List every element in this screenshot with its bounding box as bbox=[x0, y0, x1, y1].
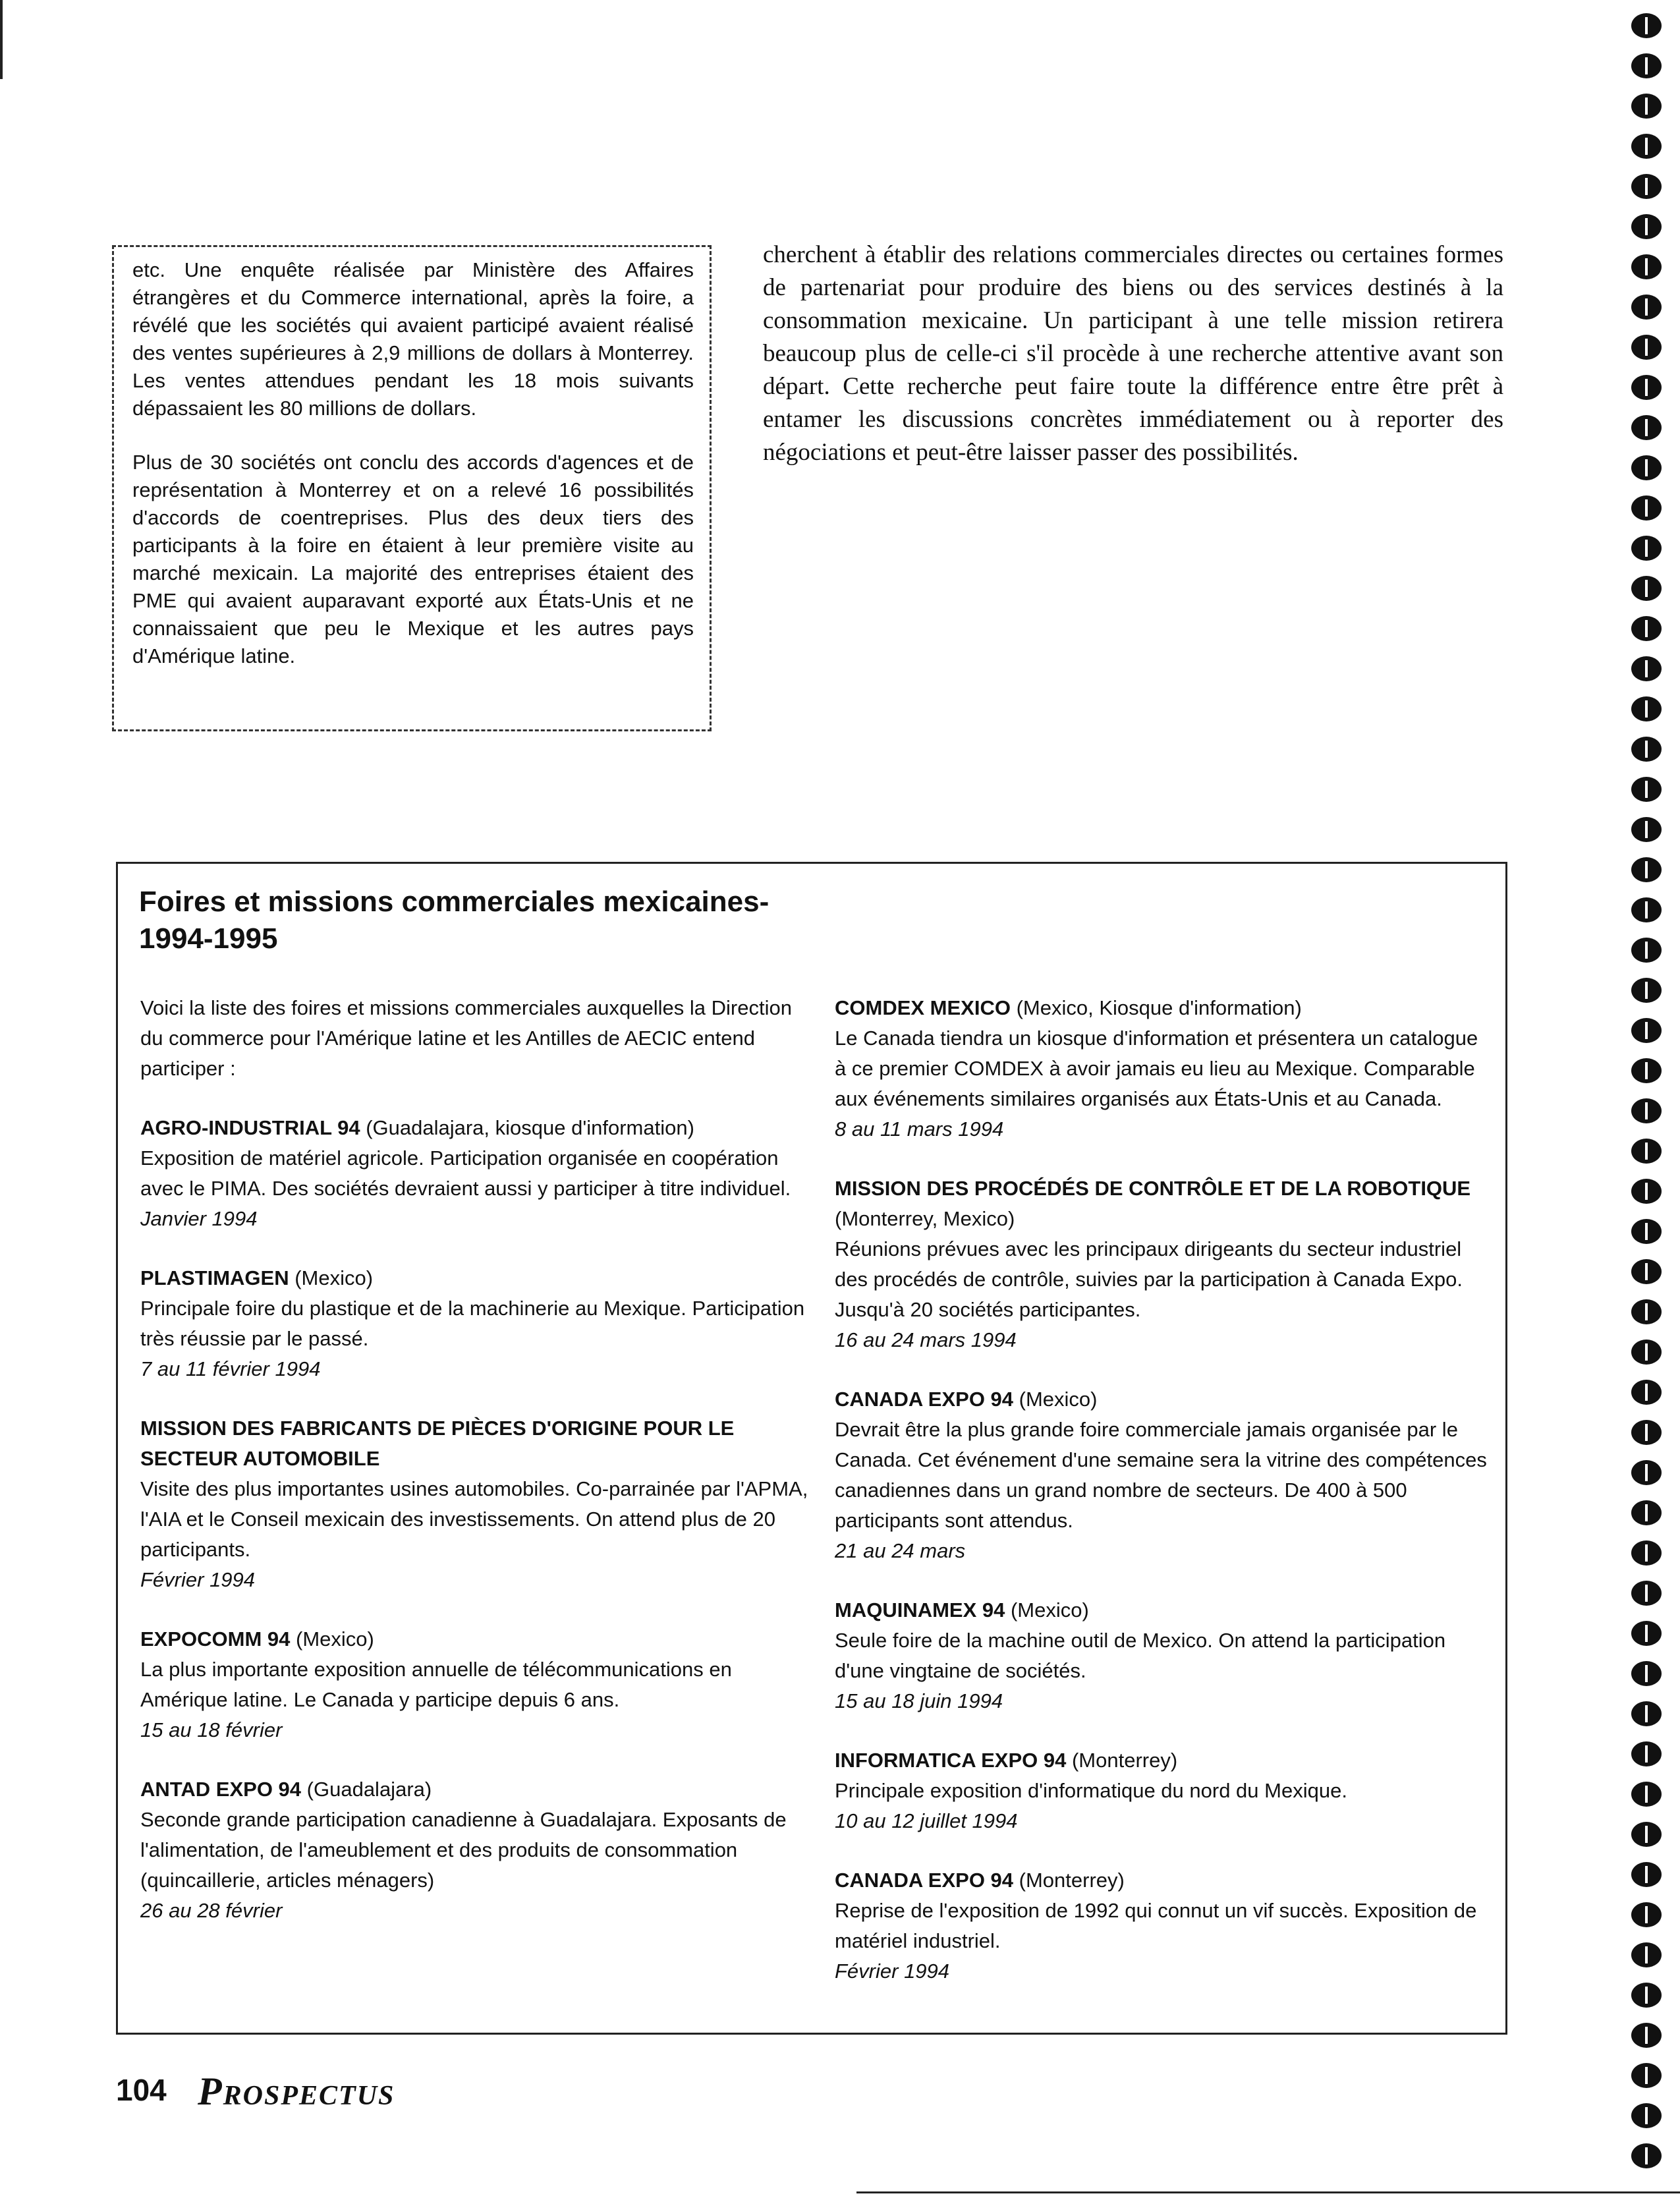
binding-hole-icon bbox=[1631, 1581, 1662, 1606]
binding-hole-icon bbox=[1631, 455, 1662, 480]
binding-hole-icon bbox=[1631, 576, 1662, 601]
event-date: Février 1994 bbox=[835, 1960, 950, 1983]
binding-hole-icon bbox=[1631, 1460, 1662, 1485]
event-description: La plus importante exposition annuelle de télécommunications en Amérique latine. Le Canada y participe depuis 6 ans. bbox=[140, 1658, 732, 1711]
binding-hole-icon bbox=[1631, 656, 1662, 681]
binding-hole-icon bbox=[1631, 13, 1662, 38]
binding-hole-icon bbox=[1631, 174, 1662, 199]
event-date: Janvier 1994 bbox=[140, 1207, 258, 1230]
event-title: CANADA EXPO 94 bbox=[835, 1869, 1014, 1892]
event-entry bbox=[835, 1384, 1494, 1566]
event-description: Seconde grande participation canadienne à Guadalajara. Exposants de l'alimentation, de l'ameublement et des produits de consommation (quincaillerie, articles ménagers) bbox=[140, 1808, 787, 1892]
event-title: AGRO-INDUSTRIAL 94 bbox=[140, 1116, 360, 1139]
binding-hole-icon bbox=[1631, 1340, 1662, 1365]
event-location: (Mexico, Kiosque d'information) bbox=[1010, 996, 1302, 1019]
binding-hole-icon bbox=[1631, 1782, 1662, 1807]
event-date: 15 au 18 juin 1994 bbox=[835, 1689, 1003, 1712]
binding-hole-icon bbox=[1631, 1902, 1662, 1927]
binding-hole-icon bbox=[1631, 978, 1662, 1003]
binding-hole-icon bbox=[1631, 94, 1662, 119]
binding-hole-icon bbox=[1631, 817, 1662, 842]
event-title: INFORMATICA EXPO 94 bbox=[835, 1749, 1067, 1772]
event-date: 21 au 24 mars bbox=[835, 1539, 966, 1562]
box-paragraph: etc. Une enquête réalisée par Ministère des Affaires étrangères et du Commerce international, après la foire, a révélé que les sociétés qui avaient participé avaient réalisé des ventes supérieures à 2,9 millions de dollars à Monterrey. Les ventes attendues pendant les 18 mois suivants dépassaient les 80 millions de dollars. bbox=[132, 258, 694, 420]
binding-hole-icon bbox=[1631, 1179, 1662, 1204]
binding-hole-icon bbox=[1631, 1219, 1662, 1244]
binding-hole-icon bbox=[1631, 1420, 1662, 1445]
event-location: (Guadalajara, kiosque d'information) bbox=[360, 1116, 694, 1139]
event-title: MISSION DES FABRICANTS DE PIÈCES D'ORIGINE POUR LE SECTEUR AUTOMOBILE bbox=[140, 1417, 735, 1470]
event-date: 8 au 11 mars 1994 bbox=[835, 1117, 1004, 1141]
event-description: Réunions prévues avec les principaux dirigeants du secteur industriel des procédés de contrôle, suivies par la participation à Canada Expo. Jusqu'à 20 sociétés participantes. bbox=[835, 1237, 1463, 1321]
event-entry bbox=[835, 1595, 1494, 1716]
event-entry bbox=[835, 1745, 1494, 1836]
binding-hole-icon bbox=[1631, 536, 1662, 561]
event-entry bbox=[140, 1113, 819, 1234]
event-date: Février 1994 bbox=[140, 1568, 256, 1591]
binding-hole-icon bbox=[1631, 1661, 1662, 1686]
binding-hole-icon bbox=[1631, 295, 1662, 320]
binding-hole-icon bbox=[1631, 1380, 1662, 1405]
bottom-rule bbox=[856, 2191, 1680, 2193]
section-title bbox=[139, 884, 890, 957]
binding-hole-icon bbox=[1631, 897, 1662, 922]
event-entry bbox=[140, 1774, 819, 1926]
event-title: CANADA EXPO 94 bbox=[835, 1388, 1014, 1411]
event-description: Devrait être la plus grande foire commerciale jamais organisée par le Canada. Cet événement d'une semaine sera la vitrine des compétences canadiennes dans un grand nombre de secteurs. De 400 à 500 participants sont attendus. bbox=[835, 1418, 1487, 1532]
binding-hole-icon bbox=[1631, 2143, 1662, 2168]
binding-hole-icon bbox=[1631, 1862, 1662, 1887]
event-entry bbox=[140, 1624, 819, 1745]
event-location: (Monterrey) bbox=[1066, 1749, 1178, 1772]
section-title-line: Foires et missions commerciales mexicaines- bbox=[139, 886, 770, 918]
binding-hole-icon bbox=[1631, 1701, 1662, 1726]
binding-hole-icon bbox=[1631, 938, 1662, 963]
logo-initial: P bbox=[198, 2070, 223, 2113]
binding-hole-icon bbox=[1631, 495, 1662, 521]
event-location: (Mexico) bbox=[1005, 1598, 1089, 1622]
event-entry bbox=[835, 1173, 1494, 1355]
binding-hole-icon bbox=[1631, 134, 1662, 159]
binding-hole-icon bbox=[1631, 616, 1662, 641]
trade-fairs-box bbox=[116, 862, 1507, 2035]
event-description: Exposition de matériel agricole. Participation organisée en coopération avec le PIMA. Des sociétés devraient aussi y participer à titre individuel. bbox=[140, 1146, 791, 1200]
event-date: 10 au 12 juillet 1994 bbox=[835, 1809, 1018, 1832]
binding-hole-icon bbox=[1631, 415, 1662, 440]
binding-hole-icon bbox=[1631, 2023, 1662, 2048]
binding-hole-icon bbox=[1631, 1942, 1662, 1967]
binding-hole-icon bbox=[1631, 1540, 1662, 1566]
event-title: MAQUINAMEX 94 bbox=[835, 1598, 1005, 1622]
event-title: PLASTIMAGEN bbox=[140, 1266, 289, 1289]
event-description: Visite des plus importantes usines automobiles. Co-parrainée par l'APMA, l'AIA et le Conseil mexicain des investissements. On attend plus de 20 participants. bbox=[140, 1477, 808, 1561]
binding-hole-icon bbox=[1631, 777, 1662, 802]
binding-hole-icon bbox=[1631, 1822, 1662, 1847]
binding-hole-icon bbox=[1631, 2103, 1662, 2128]
prospectus-logo bbox=[198, 2070, 395, 2114]
event-location: (Mexico) bbox=[1013, 1388, 1098, 1411]
binding-hole-icon bbox=[1631, 1983, 1662, 2008]
binding-hole-icon bbox=[1631, 696, 1662, 721]
page-number: 104 bbox=[116, 2073, 167, 2107]
binding-hole-icon bbox=[1631, 1098, 1662, 1123]
event-entry bbox=[835, 1865, 1494, 1987]
binding-hole-icon bbox=[1631, 1139, 1662, 1164]
binding-hole-icon bbox=[1631, 375, 1662, 400]
sidebar-text-box bbox=[112, 245, 712, 731]
event-location: (Guadalajara) bbox=[301, 1778, 432, 1801]
event-title: COMDEX MEXICO bbox=[835, 996, 1011, 1019]
event-description: Principale exposition d'informatique du nord du Mexique. bbox=[835, 1779, 1347, 1802]
binding-hole-icon bbox=[1631, 1018, 1662, 1043]
binding-hole-icon bbox=[1631, 2063, 1662, 2088]
binding-holes bbox=[1626, 13, 1666, 2188]
event-date: 16 au 24 mars 1994 bbox=[835, 1328, 1017, 1351]
event-entry bbox=[140, 1413, 819, 1595]
event-location: (Monterrey, Mexico) bbox=[835, 1207, 1015, 1230]
binding-hole-icon bbox=[1631, 53, 1662, 78]
binding-hole-icon bbox=[1631, 1621, 1662, 1646]
body-text-column: cherchent à établir des relations commerciales directes ou certaines formes de partenariat pour produire des biens ou des services destinés à la consommation mexicaine. Un participant à une telle mission retirera beaucoup plus de celle-ci s'il procède à une recherche attentive avant son départ. Cette recherche peut faire toute la différence entre être prêt à entamer les discussions concrètes immédiatement ou à reporter des négociations et peut-être laisser passer des possibilités. bbox=[763, 241, 1503, 466]
binding-hole-icon bbox=[1631, 254, 1662, 279]
right-column bbox=[835, 993, 1494, 2016]
event-description: Seule foire de la machine outil de Mexico. On attend la participation d'une vingtaine de sociétés. bbox=[835, 1629, 1446, 1682]
left-column bbox=[140, 993, 819, 1955]
event-location: (Monterrey) bbox=[1013, 1869, 1125, 1892]
binding-hole-icon bbox=[1631, 857, 1662, 882]
binding-hole-icon bbox=[1631, 335, 1662, 360]
binding-hole-icon bbox=[1631, 737, 1662, 762]
event-title: MISSION DES PROCÉDÉS DE CONTRÔLE ET DE LA ROBOTIQUE bbox=[835, 1177, 1471, 1200]
event-description: Le Canada tiendra un kiosque d'information et présentera un catalogue à ce premier COMDEX à avoir jamais eu lieu au Mexique. Comparable aux événements similaires organisés aux États-Unis et au Canada. bbox=[835, 1027, 1478, 1110]
event-description: Principale foire du plastique et de la machinerie au Mexique. Participation très réussie par le passé. bbox=[140, 1297, 805, 1350]
event-entry bbox=[835, 993, 1494, 1144]
event-date: 26 au 28 février bbox=[140, 1899, 283, 1922]
event-location: (Mexico) bbox=[290, 1627, 374, 1651]
binding-hole-icon bbox=[1631, 1500, 1662, 1525]
logo-text: ROSPECTUS bbox=[223, 2081, 395, 2111]
binding-hole-icon bbox=[1631, 1259, 1662, 1284]
section-title-line: 1994-1995 bbox=[139, 922, 278, 955]
event-date: 15 au 18 février bbox=[140, 1718, 283, 1741]
binding-hole-icon bbox=[1631, 1058, 1662, 1083]
event-date: 7 au 11 février 1994 bbox=[140, 1357, 321, 1380]
page-edge bbox=[0, 0, 3, 79]
event-entry bbox=[140, 1263, 819, 1384]
event-description: Reprise de l'exposition de 1992 qui connut un vif succès. Exposition de matériel industriel. bbox=[835, 1899, 1477, 1952]
event-title: EXPOCOMM 94 bbox=[140, 1627, 291, 1651]
binding-hole-icon bbox=[1631, 1299, 1662, 1324]
binding-hole-icon bbox=[1631, 1741, 1662, 1766]
box-paragraph: Plus de 30 sociétés ont conclu des accords d'agences et de représentation à Monterrey et on a relevé 16 possibilités d'accords de coentreprises. Plus des deux tiers des participants à la foire en étaient à leur première visite au marché mexicain. La majorité des entreprises étaient des PME qui avaient auparavant exporté aux États-Unis et ne connaissaient que peu le Mexique et les autres pays d'Amérique latine. bbox=[132, 451, 694, 667]
section-intro: Voici la liste des foires et missions commerciales auxquelles la Direction du commerce pour l'Amérique latine et les Antilles de AECIC entend participer : bbox=[140, 996, 792, 1080]
event-location: (Mexico) bbox=[289, 1266, 374, 1289]
event-title: ANTAD EXPO 94 bbox=[140, 1778, 302, 1801]
binding-hole-icon bbox=[1631, 214, 1662, 239]
